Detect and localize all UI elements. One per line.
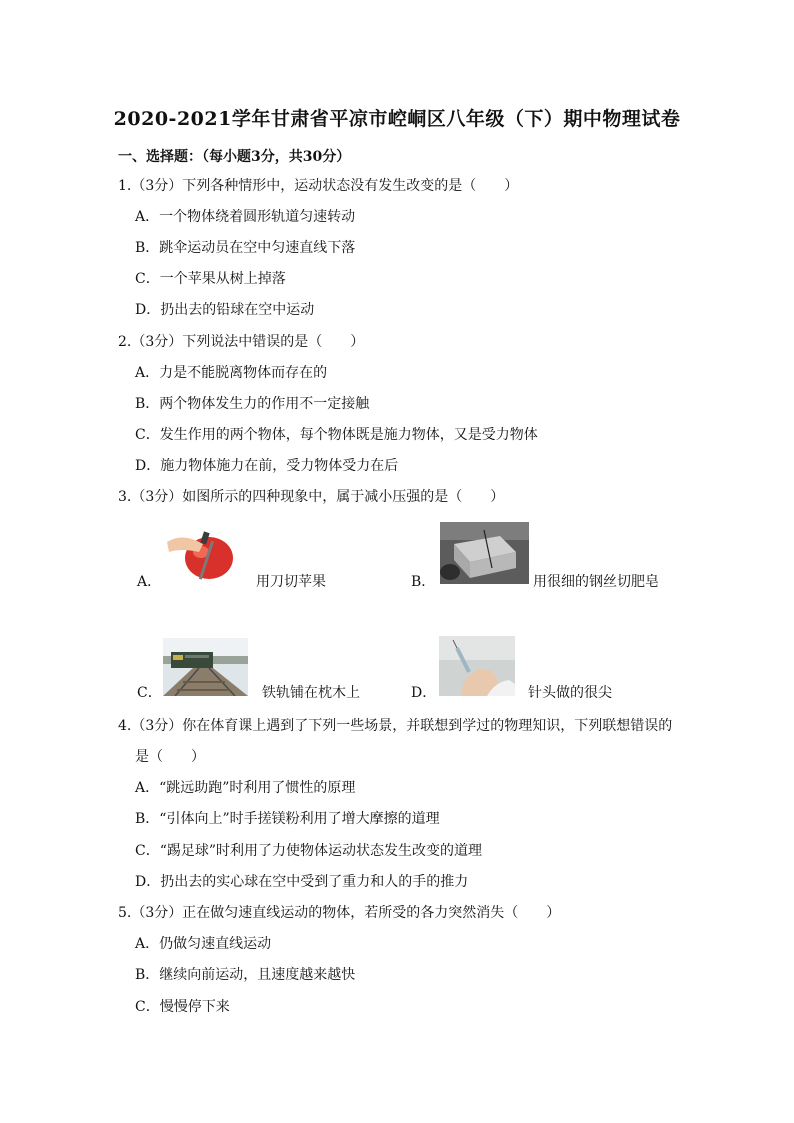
wire-soap-photo: [440, 522, 529, 584]
q4-option-d: D．扔出去的实心球在空中受到了重力和人的手的推力: [135, 874, 469, 890]
q3-option-b-label: 用很细的钢丝切肥皂: [533, 574, 659, 590]
q1-option-b: B．跳伞运动员在空中匀速直线下落: [135, 240, 356, 256]
q4-option-a: A．“跳远助跑”时利用了惯性的原理: [135, 780, 356, 796]
section-heading: 一、选择题：（每小题3分，共30分）: [118, 149, 351, 165]
q4-option-b: B．“引体向上”时手搓镁粉利用了增大摩擦的道理: [135, 811, 440, 827]
question-4-stem-line2: 是（ ）: [135, 749, 205, 765]
q3-option-a-label: 用刀切苹果: [256, 574, 326, 590]
q1-option-a: A．一个物体绕着圆形轨道匀速转动: [135, 209, 356, 225]
q3-option-c-label: 铁轨铺在枕木上: [262, 685, 360, 701]
question-3-stem: 3.（3分）如图所示的四种现象中，属于减小压强的是（ ）: [118, 489, 505, 505]
question-1-stem: 1.（3分）下列各种情形中，运动状态没有发生改变的是（ ）: [118, 178, 519, 194]
q3-option-a-letter: A．: [137, 574, 162, 590]
question-4-stem-line1: 4.（3分）你在体育课上遇到了下列一些场景，并联想到学过的物理知识，下列联想错误的: [118, 718, 673, 734]
q5-option-b: B．继续向前运动，且速度越来越快: [135, 967, 356, 983]
q5-option-c: C．慢慢停下来: [135, 999, 230, 1015]
q1-option-d: D．扔出去的铅球在空中运动: [135, 302, 315, 318]
question-5-stem: 5.（3分）正在做匀速直线运动的物体，若所受的各力突然消失（ ）: [118, 905, 561, 921]
q2-option-d: D．施力物体施力在前，受力物体受力在后: [135, 458, 399, 474]
syringe-needle-photo: [439, 636, 515, 696]
q3-option-b-letter: B．: [411, 574, 436, 590]
question-2-stem: 2.（3分）下列说法中错误的是（ ）: [118, 334, 365, 350]
apple-knife-photo: [163, 522, 240, 584]
q4-option-c: C．“踢足球”时利用了力使物体运动状态发生改变的道理: [135, 843, 483, 859]
q1-option-c: C．一个苹果从树上掉落: [135, 271, 286, 287]
q5-option-a: A．仍做匀速直线运动: [135, 936, 272, 952]
q3-option-d-label: 针头做的很尖: [528, 685, 612, 701]
q3-option-c-letter: C．: [137, 685, 162, 701]
q2-option-a: A．力是不能脱离物体而存在的: [135, 365, 328, 381]
q2-option-c: C．发生作用的两个物体，每个物体既是施力物体，又是受力物体: [135, 427, 538, 443]
q2-option-b: B．两个物体发生力的作用不一定接触: [135, 396, 370, 412]
train-rail-photo: [163, 638, 248, 696]
page-title: 2020-2021学年甘肃省平凉市崆峒区八年级（下）期中物理试卷: [113, 108, 681, 130]
q3-option-d-letter: D．: [411, 685, 437, 701]
